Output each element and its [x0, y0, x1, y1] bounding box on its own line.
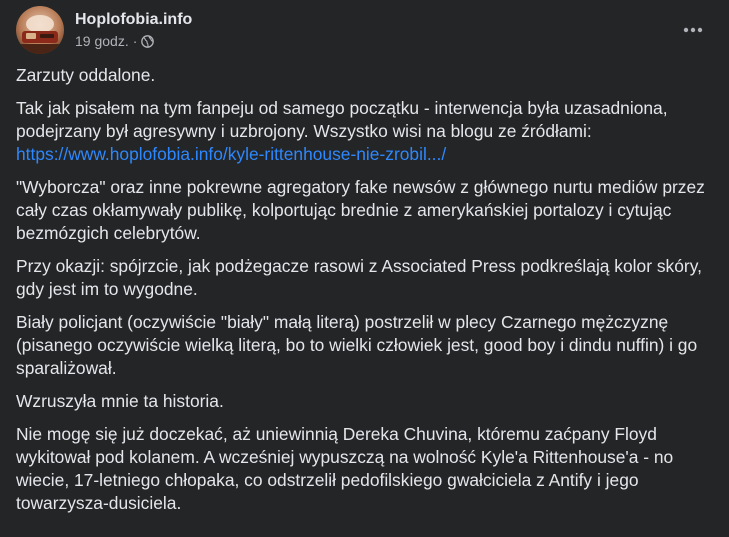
post-paragraph: Nie mogę się już doczekać, aż uniewinnią Dereka Chuvina, któremu zaćpany Floyd wykitował pod kolanem. A wcześniej wypuszczą na wolność Kyle'a Rittenhouse'a - no wiecie, 17-letniego chłopaka, co odstrzelił pedofilskiego gwałciciela z Antify i jego towarzysza-dusiciela.: [16, 424, 674, 513]
post-header: [16, 6, 192, 54]
post-paragraph: Biały policjant (oczywiście "biały" małą literą) postrzelił w plecy Czarnego mężczyznę (pisanego oczywiście wielką literą, bo to wielki człowiek jest, good boy i dindu nuffin) i go sparaliżował.: [16, 312, 698, 378]
blog-link[interactable]: https://www.hoplofobia.info/kyle-rittenhouse-nie-zrobil.../: [16, 144, 447, 164]
post-paragraph: Przy okazji: spójrzcie, jak podżegacze rasowi z Associated Press podkreślają kolor skóry, gdy jest im to wygodne.: [16, 256, 702, 299]
post-subline: [75, 32, 192, 50]
page-avatar[interactable]: [16, 6, 64, 54]
more-options-button[interactable]: [675, 15, 711, 43]
page-name[interactable]: Hoplofobia.info: [75, 11, 193, 28]
post-paragraph: Wzruszyła mnie ta historia.: [16, 391, 224, 411]
post-meta: [75, 10, 192, 50]
globe-icon[interactable]: [141, 35, 154, 48]
post-paragraph-text: Tak jak pisałem na tym fanpeju od samego początku - interwencja była uzasadniona, podejrzany był agresywny i uzbrojony. Wszystko wisi na blogu ze źródłami:: [16, 98, 668, 141]
post-timestamp[interactable]: 19 godz.: [75, 33, 129, 49]
more-options-icon: [683, 20, 703, 38]
separator-dot: ·: [132, 33, 138, 49]
post-paragraph: [16, 97, 716, 166]
post-body: [16, 64, 716, 525]
post-paragraph: "Wyborcza" oraz inne pokrewne agregatory fake newsów z głównego nurtu mediów przez cały czas okłamywały publikę, kolportując brednie z amerykańskiej portalozy i cytując bezmózgich celebrytów.: [16, 177, 705, 243]
post-paragraph: Zarzuty oddalone.: [16, 65, 156, 85]
